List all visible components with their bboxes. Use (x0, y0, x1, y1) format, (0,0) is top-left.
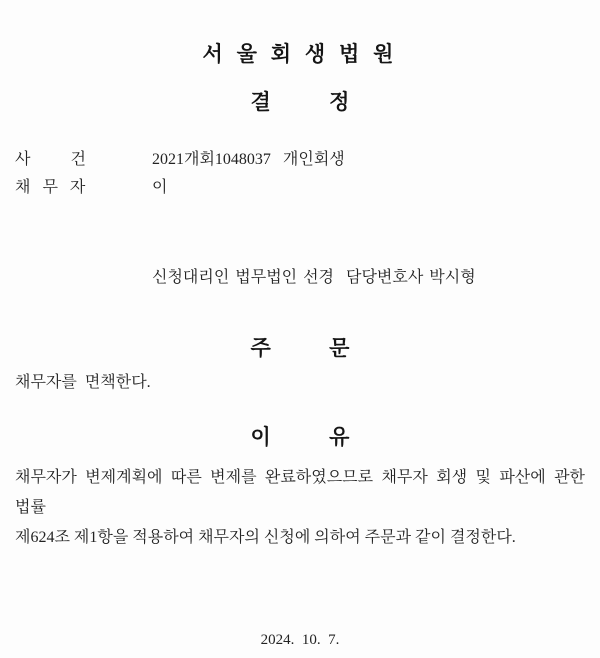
representative-line: 신청대리인 법무법인 선경 담당변호사 박시형 (152, 269, 476, 286)
debtor-row (0, 174, 600, 194)
debtor-label: 채 무 자 (15, 179, 86, 196)
order-body: 채무자를 면책한다. (15, 374, 151, 391)
case-row (0, 146, 600, 166)
reason-paragraph (15, 463, 585, 553)
court-name-title: 서 울 회 생 법 원 (202, 43, 398, 66)
document-type-title: 결 정 (250, 91, 350, 114)
case-number: 2021개회1048037 개인회생 (152, 151, 345, 168)
reason-line-2: 제624조 제1항을 적용하여 채무자의 신청에 의하여 주문과 같이 결정한다. (15, 529, 516, 546)
decision-date: 2024. 10. 7. (260, 632, 340, 648)
order-heading: 주 문 (250, 337, 350, 360)
reason-heading: 이 유 (250, 426, 350, 449)
debtor-name: 이 (152, 179, 168, 196)
reason-line-1: 채무자가 변제계획에 따른 변제를 완료하였으므로 채무자 회생 및 파산에 관한 법률 (15, 469, 585, 516)
case-label: 사 건 (15, 151, 86, 168)
